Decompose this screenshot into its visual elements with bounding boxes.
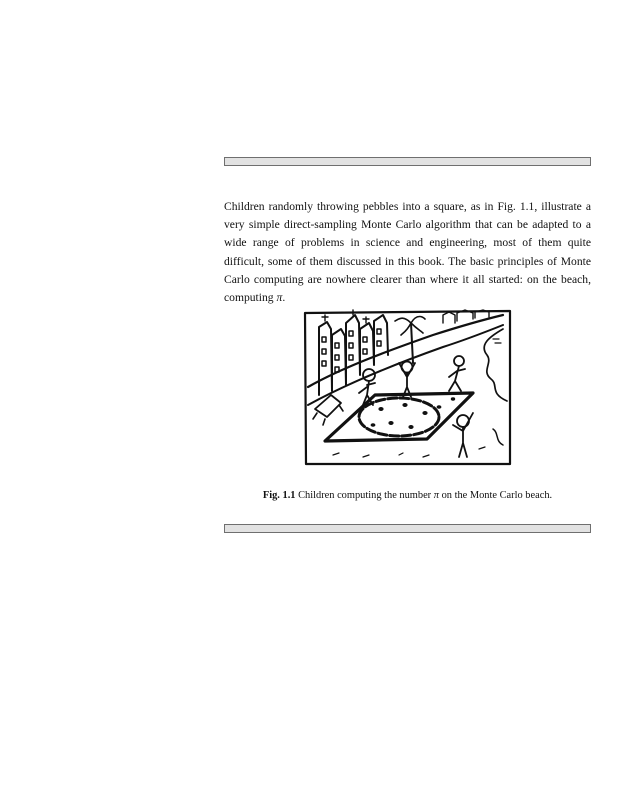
caption-text: Children computing the number (298, 490, 432, 501)
figure-label: Fig. 1.1 (262, 490, 296, 501)
paragraph-text: Children randomly throwing pebbles into a square, as in Fig. 1.1, illustrate a very simple direct-sampling Monte Carlo algorithm that can be adapted to a wide range of problems in science and engineering, most of them quite difficult, some of them discussed in this book. The basic principles of Monte Carlo computing are nowhere clearer than where it all started: on the beach, computing (224, 200, 591, 305)
figure-caption (224, 489, 591, 503)
monte-carlo-beach-illustration (303, 309, 512, 466)
pi-symbol: π (276, 291, 283, 305)
caption-pi-symbol: π (433, 490, 439, 501)
caption-end: on the Monte Carlo beach. (441, 490, 553, 501)
header-rule-bar (224, 157, 591, 166)
body-paragraph (224, 198, 591, 307)
footer-rule-bar (224, 524, 591, 533)
paragraph-end: . (282, 291, 286, 305)
